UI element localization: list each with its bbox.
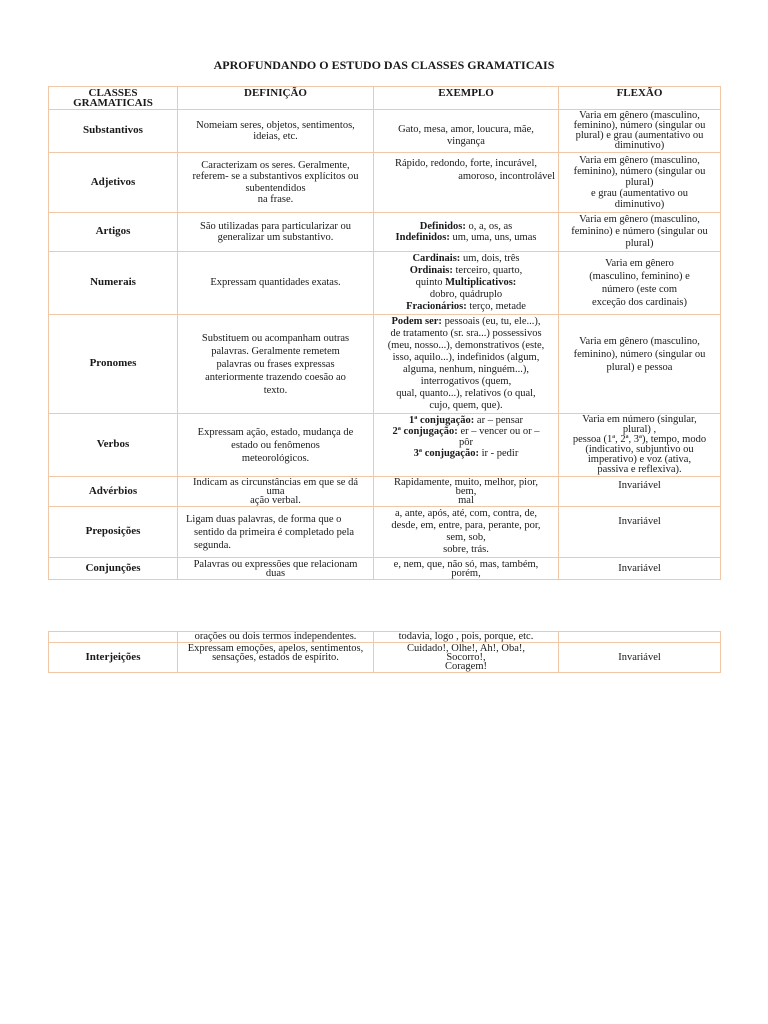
page-title: APROFUNDANDO O ESTUDO DAS CLASSES GRAMATICAIS (213, 58, 555, 72)
table-row (49, 558, 721, 580)
class-name: Numerais (49, 252, 178, 315)
example-cell: todavia, logo , pois, porque, etc. (374, 632, 559, 643)
class-name: Adjetivos (49, 153, 178, 213)
flexion-cell: Varia em gênero (masculino, feminino), número (singular ou plural) e pessoa (559, 315, 721, 414)
definition-cell: Palavras ou expressões que relacionam duas (178, 558, 374, 580)
table-row (49, 507, 721, 558)
class-name: Verbos (49, 414, 178, 477)
class-name: Preposições (49, 507, 178, 558)
definition-cell: São utilizadas para particularizar ou generalizar um substantivo. (178, 213, 374, 252)
definition-cell: orações ou dois termos independentes. (178, 632, 374, 643)
table-row (49, 414, 721, 477)
example-cell: Podem ser: pessoais (eu, tu, ele...), de tratamento (sr. sra...) possessivos (meu, nosso...), demonstrativos (este, isso, aquilo...), indefinidos (algum, alguma, nenhum, ninguém...), interrogativos (quem, qual, quanto...), relativos (o qual, cujo, quem, que). (374, 315, 559, 414)
flexion-cell: Invariável (559, 477, 721, 507)
flexion-cell: Varia em número (singular, plural) , pessoa (1ª, 2ª, 3ª), tempo, modo (indicativo, subjuntivo ou imperativo) e voz (ativa, passiva e reflexiva). (559, 414, 721, 477)
flexion-cell: Invariável (559, 507, 721, 558)
definition-cell: Expressam ação, estado, mudança de estado ou fenômenos meteorológicos. (178, 414, 374, 477)
flexion-cell: Varia em gênero (masculino, feminino) e número (este com exceção dos cardinais) (559, 252, 721, 315)
example-cell: e, nem, que, não só, mas, também, porém, (374, 558, 559, 580)
grammar-table (48, 86, 721, 580)
class-name: Conjunções (49, 558, 178, 580)
definition-cell: Indicam as circunstâncias em que se dá uma ação verbal. (178, 477, 374, 507)
definition-cell: Caracterizam os seres. Geralmente, referem- se a substantivos explícitos ou subentendidos na frase. (178, 153, 374, 213)
flexion-cell: Invariável (559, 558, 721, 580)
class-name: Advérbios (49, 477, 178, 507)
header-classes: CLASSES GRAMATICAIS (49, 87, 178, 110)
grammar-table-continuation (48, 631, 721, 673)
definition-cell: Expressam quantidades exatas. (178, 252, 374, 315)
table-row (49, 632, 721, 643)
example-cell: a, ante, após, até, com, contra, de, desde, em, entre, para, perante, por, sem, sob, sobre, trás. (374, 507, 559, 558)
table-row (49, 477, 721, 507)
example-cell: Cuidado!, Olhe!, Ah!, Oba!, Socorro!, Coragem! (374, 643, 559, 673)
table-row (49, 643, 721, 673)
table-row (49, 252, 721, 315)
class-name (49, 632, 178, 643)
definition-cell: Nomeiam seres, objetos, sentimentos, ideias, etc. (178, 110, 374, 153)
table-row (49, 110, 721, 153)
example-cell: Gato, mesa, amor, loucura, mãe, vingança (374, 110, 559, 153)
table-row (49, 153, 721, 213)
flexion-cell (559, 632, 721, 643)
example-cell: Rápido, redondo, forte, incurável, amoroso, incontrolável (374, 153, 559, 213)
flexion-cell: Varia em gênero (masculino, feminino) e número (singular ou plural) (559, 213, 721, 252)
example-cell: Cardinais: um, dois, três Ordinais: terceiro, quarto, quinto Multiplicativos: dobro, quádruplo Fracionários: terço, metade (374, 252, 559, 315)
table-row (49, 315, 721, 414)
header-row (49, 87, 721, 110)
class-name: Artigos (49, 213, 178, 252)
header-definicao: DEFINIÇÃO (178, 87, 374, 110)
class-name: Interjeições (49, 643, 178, 673)
definition-cell: Substituem ou acompanham outras palavras. Geralmente remetem palavras ou frases expressas anteriormente trazendo coesão ao texto. (178, 315, 374, 414)
definition-cell: Expressam emoções, apelos, sentimentos, sensações, estados de espírito. (178, 643, 374, 673)
flexion-cell: Varia em gênero (masculino, feminino), número (singular ou plural) e grau (aumentativo ou diminutivo) (559, 110, 721, 153)
class-name: Substantivos (49, 110, 178, 153)
flexion-cell: Varia em gênero (masculino, feminino), número (singular ou plural) e grau (aumentativo ou diminutivo) (559, 153, 721, 213)
flexion-cell: Invariável (559, 643, 721, 673)
example-cell: Rapidamente, muito, melhor, pior, bem, mal (374, 477, 559, 507)
example-cell: 1ª conjugação: ar – pensar 2ª conjugação: er – vencer ou or – pôr 3ª conjugação: ir - pedir (374, 414, 559, 477)
example-cell: Definidos: o, a, os, as Indefinidos: um, uma, uns, umas (374, 213, 559, 252)
header-flexao: FLEXÃO (559, 87, 721, 110)
class-name: Pronomes (49, 315, 178, 414)
header-exemplo: EXEMPLO (374, 87, 559, 110)
definition-cell: Ligam duas palavras, de forma que o sentido da primeira é completado pela segunda. (178, 507, 374, 558)
table-row (49, 213, 721, 252)
